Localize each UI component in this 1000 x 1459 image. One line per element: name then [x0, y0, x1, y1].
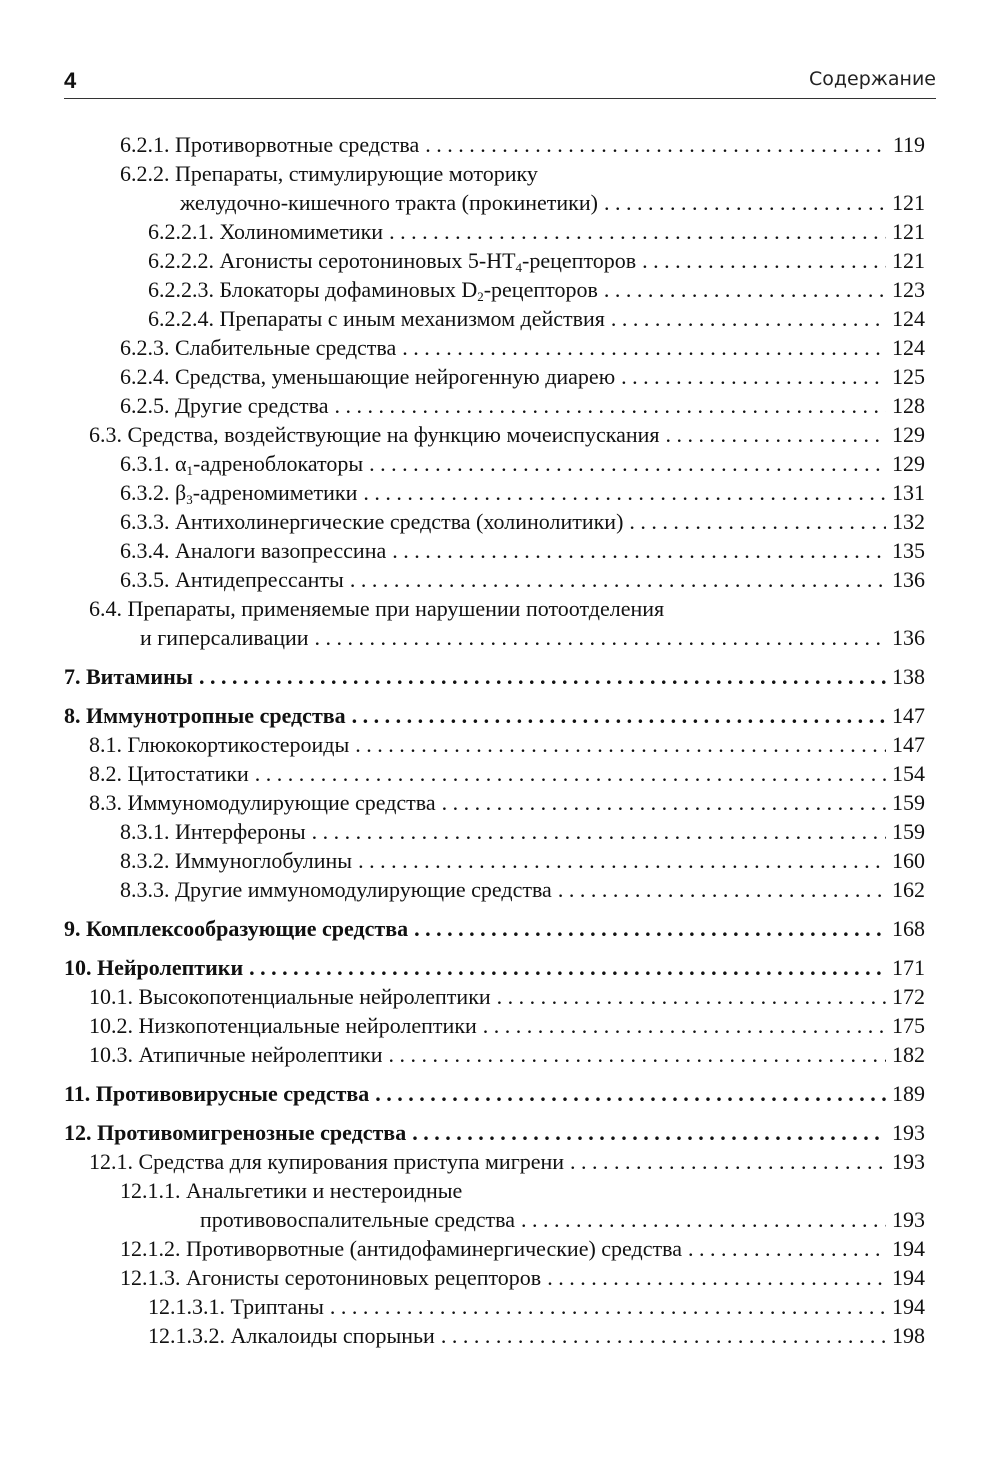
toc-entry-label: желудочно-кишечного тракта (прокинетики)	[180, 190, 598, 215]
toc-entry-title	[148, 217, 383, 246]
toc-page-number: 132	[892, 509, 925, 534]
toc-entry-title	[120, 333, 396, 362]
toc-entry-label: 12.1.3. Агонисты серотониновых рецепторов	[120, 1265, 542, 1290]
toc-entry-label: 6.3.2. β	[120, 480, 187, 505]
toc-entry-title	[120, 130, 419, 159]
toc-entry-title	[120, 1234, 682, 1263]
toc-page-number: 171	[892, 955, 925, 980]
dot-leader	[521, 1205, 886, 1234]
dot-leader	[334, 391, 886, 420]
dot-leader	[425, 130, 887, 159]
dot-leader	[369, 449, 886, 478]
page-number: 4	[64, 68, 77, 93]
toc-page-number: 128	[892, 393, 925, 418]
toc-page-number: 138	[892, 664, 925, 689]
toc-page-number: 119	[892, 132, 925, 157]
toc-entry-label: 6.4. Препараты, применяемые при нарушении потоотделения	[89, 596, 665, 621]
dot-leader	[604, 188, 886, 217]
dot-leader	[199, 662, 886, 691]
dot-leader	[375, 1079, 886, 1108]
dot-leader	[611, 304, 886, 333]
toc-page-number: 175	[892, 1013, 925, 1038]
toc-entry-label: 6.2.3. Слабительные средства	[120, 335, 397, 360]
toc-page-number: 136	[892, 567, 925, 592]
toc-entry-label: 6.2.2.2. Агонисты серотониновых 5-HT	[148, 248, 516, 273]
dot-leader	[350, 565, 886, 594]
toc-entry[interactable]	[120, 846, 925, 875]
toc-entry[interactable]	[120, 536, 925, 565]
toc-page-number: 194	[892, 1236, 925, 1261]
toc-entry[interactable]	[89, 1040, 925, 1069]
toc-entry-title	[148, 246, 636, 275]
toc-entry-label: 6.2.2. Препараты, стимулирующие моторику	[120, 161, 538, 186]
toc-entry-title	[120, 159, 538, 188]
toc-entry-label: 10.1. Высокопотенциальные нейролептики	[89, 984, 491, 1009]
toc-page-number: 198	[892, 1323, 925, 1348]
toc-entry-label: 12.1.3.1. Триптаны	[148, 1294, 324, 1319]
dot-leader	[688, 1234, 886, 1263]
toc-entry[interactable]	[89, 1011, 925, 1040]
toc-entry-title	[120, 817, 306, 846]
dot-leader	[402, 333, 886, 362]
toc-entry[interactable]	[148, 246, 925, 275]
toc-entry-title	[120, 362, 615, 391]
toc-chapter[interactable]	[64, 701, 925, 730]
toc-page-number: 189	[892, 1081, 925, 1106]
toc-entry-title	[148, 1321, 435, 1350]
dot-leader	[621, 362, 886, 391]
toc-entry-title	[200, 1205, 515, 1234]
toc-entry[interactable]	[148, 1292, 925, 1321]
toc-entry-title	[120, 565, 344, 594]
toc-page-number: 135	[892, 538, 925, 563]
toc-entry-title	[120, 507, 623, 536]
toc-entry-label: 12.1.3.2. Алкалоиды спорыньи	[148, 1323, 435, 1348]
toc-entry-label-tail: -адреномиметики	[192, 480, 358, 505]
toc-entry-title	[89, 982, 491, 1011]
toc-entry-title	[89, 1147, 564, 1176]
toc-entry-label: 10. Нейролептики	[64, 955, 244, 980]
toc-entry-title	[120, 875, 552, 904]
dot-leader	[392, 536, 886, 565]
toc-entry[interactable]	[89, 982, 925, 1011]
toc-entry-title	[89, 759, 249, 788]
toc-entry-title	[120, 1263, 541, 1292]
toc-entry-title	[89, 1040, 383, 1069]
toc-entry-label: 6.3.3. Антихолинергические средства (холинолитики)	[120, 509, 624, 534]
toc-page-number: 154	[892, 761, 925, 786]
toc-entry-label: 6.2.1. Противорвотные средства	[120, 132, 420, 157]
toc-page-number: 159	[892, 790, 925, 815]
toc-chapter[interactable]	[64, 662, 925, 691]
dot-leader	[442, 788, 886, 817]
toc-entry-label: 10.3. Атипичные нейролептики	[89, 1042, 383, 1067]
toc-entry[interactable]	[89, 788, 925, 817]
toc-page-number: 123	[892, 277, 925, 302]
dot-leader	[483, 1011, 886, 1040]
toc-entry-title	[64, 662, 193, 691]
toc-entry-label: 12.1. Средства для купирования приступа мигрени	[89, 1149, 565, 1174]
toc-entry-title	[148, 275, 598, 304]
dot-leader	[547, 1263, 886, 1292]
dot-leader	[441, 1321, 886, 1350]
toc-page-number: 193	[892, 1149, 925, 1174]
toc-entry-label: 6.2.2.3. Блокаторы дофаминовых D	[148, 277, 478, 302]
dot-leader	[604, 275, 886, 304]
toc-chapter[interactable]	[64, 953, 925, 982]
toc-entry[interactable]	[120, 478, 925, 507]
dot-leader	[629, 507, 886, 536]
toc-entry-subscript: 1	[186, 463, 194, 478]
toc-entry-subscript: 3	[186, 492, 193, 507]
dot-leader	[570, 1147, 886, 1176]
toc-entry[interactable]	[148, 275, 925, 304]
toc-entry-label: 6.2.5. Другие средства	[120, 393, 329, 418]
dot-leader	[330, 1292, 886, 1321]
toc-chapter[interactable]	[64, 1118, 925, 1147]
dot-leader	[315, 623, 886, 652]
toc-entry-label: 11. Противовирусные средства	[64, 1081, 370, 1106]
toc-page-number: 193	[892, 1120, 925, 1145]
toc-entry-label: 6.3.1. α	[120, 451, 187, 476]
toc-entry-label: 12. Противомигренозные средства	[64, 1120, 407, 1145]
toc-entry-title	[89, 420, 660, 449]
toc-entry[interactable]	[89, 1147, 925, 1176]
dot-leader	[363, 478, 886, 507]
toc-entry[interactable]	[200, 1205, 925, 1234]
toc-page-number: 147	[892, 703, 925, 728]
toc-entry[interactable]	[148, 217, 925, 246]
toc-entry-subscript: 4	[515, 260, 523, 275]
toc-entry[interactable]	[120, 875, 925, 904]
toc-page-number: 147	[892, 732, 925, 757]
dot-leader	[255, 759, 886, 788]
toc-entry[interactable]	[120, 565, 925, 594]
toc-entry-title	[120, 391, 328, 420]
toc-entry-label: 8.3. Иммуномодулирующие средства	[89, 790, 436, 815]
toc-chapter[interactable]	[64, 1079, 925, 1108]
toc-entry[interactable]	[120, 130, 925, 159]
dot-leader	[666, 420, 886, 449]
toc-page-number: 129	[892, 422, 925, 447]
toc-entry[interactable]	[120, 1263, 925, 1292]
toc-entry-title	[64, 1079, 369, 1108]
toc-entry[interactable]	[120, 159, 538, 188]
toc-entry-title	[64, 953, 243, 982]
dot-leader	[358, 846, 886, 875]
toc-entry-title	[120, 1176, 462, 1205]
dot-leader	[414, 914, 886, 943]
toc-page-number: 194	[892, 1265, 925, 1290]
toc-entry-label: 8.3.3. Другие иммуномодулирующие средства	[120, 877, 552, 902]
toc-entry-label: 8.1. Глюкокортикостероиды	[89, 732, 350, 757]
toc-entry[interactable]	[120, 817, 925, 846]
toc-entry-title	[120, 449, 363, 478]
toc-entry-title	[140, 623, 309, 652]
toc-page-number: 131	[892, 480, 925, 505]
toc-entry[interactable]	[120, 449, 925, 478]
toc-page-number: 193	[892, 1207, 925, 1232]
toc-entry[interactable]	[120, 507, 925, 536]
toc-entry-label: 6.3.4. Аналоги вазопрессина	[120, 538, 387, 563]
toc-entry-label: 6.3.5. Антидепрессанты	[120, 567, 344, 592]
toc-entry-label: 9. Комплексообразующие средства	[64, 916, 409, 941]
toc-page-number: 121	[892, 190, 925, 215]
toc-entry-label: 12.1.2. Противорвотные (антидофаминергические) средства	[120, 1236, 682, 1261]
toc-entry-title	[89, 594, 664, 623]
toc-entry-label: 6.3. Средства, воздействующие на функцию мочеиспускания	[89, 422, 660, 447]
toc-entry-title	[89, 730, 349, 759]
toc-page-number: 121	[892, 248, 925, 273]
toc-entry-title	[64, 1118, 406, 1147]
toc-entry-label: 7. Витамины	[64, 664, 193, 689]
toc-entry[interactable]	[89, 420, 925, 449]
toc-entry-title	[89, 788, 436, 817]
dot-leader	[642, 246, 886, 275]
toc-page-number: 121	[892, 219, 925, 244]
dot-leader	[412, 1118, 886, 1147]
toc-entry-label: 8.3.1. Интерфероны	[120, 819, 306, 844]
toc-entry[interactable]	[120, 362, 925, 391]
toc-entry-title	[120, 536, 386, 565]
toc-entry-label-tail: -рецепторов	[522, 248, 637, 273]
toc-entry[interactable]	[148, 1321, 925, 1350]
toc-entry-title	[120, 846, 352, 875]
toc-page-number: 124	[892, 306, 925, 331]
dot-leader	[558, 875, 886, 904]
toc-page-number: 168	[892, 916, 925, 941]
dot-leader	[312, 817, 886, 846]
toc-page-number: 162	[892, 877, 925, 902]
toc-entry[interactable]	[120, 391, 925, 420]
toc-page-number: 172	[892, 984, 925, 1009]
toc-page-number: 160	[892, 848, 925, 873]
dot-leader	[249, 953, 886, 982]
toc-entry[interactable]	[89, 730, 925, 759]
toc-entry-subscript: 2	[477, 289, 484, 304]
toc-entry-title	[64, 701, 346, 730]
dot-leader	[389, 217, 886, 246]
toc-entry-title	[148, 304, 605, 333]
toc-chapter[interactable]	[64, 914, 925, 943]
toc-entry-title	[148, 1292, 324, 1321]
toc-page-number: 136	[892, 625, 925, 650]
toc-entry[interactable]	[89, 594, 664, 623]
dot-leader	[352, 701, 886, 730]
toc-entry-label: и гиперсаливации	[140, 625, 309, 650]
toc-page-number: 125	[892, 364, 925, 389]
toc-entry-title	[180, 188, 598, 217]
dot-leader	[497, 982, 886, 1011]
toc-entry-title	[120, 478, 357, 507]
toc-page-number: 129	[892, 451, 925, 476]
toc-entry-title	[89, 1011, 477, 1040]
toc-page-number: 159	[892, 819, 925, 844]
toc-page-number: 194	[892, 1294, 925, 1319]
toc-entry-label: 8.2. Цитостатики	[89, 761, 249, 786]
dot-leader	[389, 1040, 887, 1069]
toc-entry-label: 6.2.4. Средства, уменьшающие нейрогенную диарею	[120, 364, 616, 389]
toc-entry-label: 6.2.2.4. Препараты с иным механизмом действия	[148, 306, 605, 331]
toc-entry[interactable]	[120, 333, 925, 362]
toc-entry-label-tail: -рецепторов	[483, 277, 598, 302]
toc-entry-label: 8.3.2. Иммуноглобулины	[120, 848, 353, 873]
running-header-title: Содержание	[809, 68, 936, 90]
toc-entry[interactable]	[120, 1234, 925, 1263]
toc-entry-label-tail: -адреноблокаторы	[193, 451, 364, 476]
toc-entry[interactable]	[180, 188, 925, 217]
dot-leader	[355, 730, 886, 759]
toc-entry[interactable]	[89, 759, 925, 788]
toc-page-number: 124	[892, 335, 925, 360]
toc-entry-title	[64, 914, 408, 943]
toc-entry-label: противовоспалительные средства	[200, 1207, 516, 1232]
toc-entry-label: 6.2.2.1. Холиномиметики	[148, 219, 384, 244]
toc-entry-label: 12.1.1. Анальгетики и нестероидные	[120, 1178, 463, 1203]
toc-entry[interactable]	[120, 1176, 462, 1205]
toc-entry[interactable]	[140, 623, 925, 652]
toc-page-number: 182	[892, 1042, 925, 1067]
toc-entry[interactable]	[148, 304, 925, 333]
toc-entry-label: 8. Иммунотропные средства	[64, 703, 346, 728]
toc-entry-label: 10.2. Низкопотенциальные нейролептики	[89, 1013, 477, 1038]
